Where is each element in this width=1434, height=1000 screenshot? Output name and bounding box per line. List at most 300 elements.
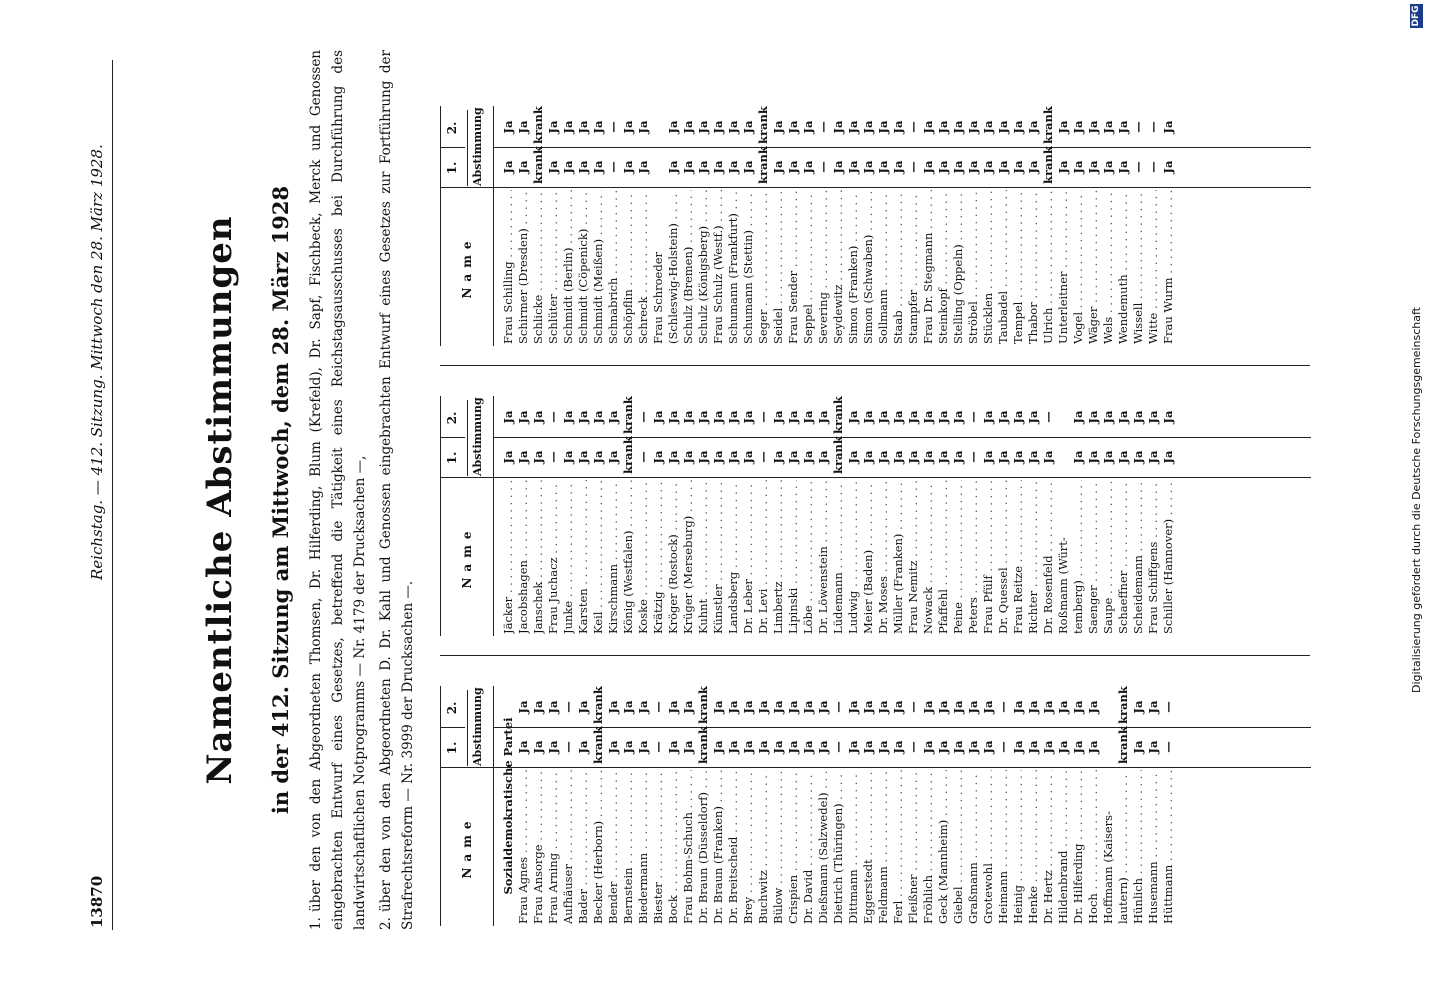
vote-2-value: Ja bbox=[1071, 120, 1085, 134]
member-name: Peine . . . bbox=[951, 480, 966, 634]
vote-2-value: Ja bbox=[1161, 120, 1175, 134]
header-name: Name bbox=[441, 767, 493, 926]
vote-1-value: Ja bbox=[801, 450, 815, 464]
vote-1-value: Ja bbox=[516, 450, 530, 464]
member-name: temberg) . . . bbox=[1071, 480, 1086, 634]
member-name: Jäcker . . . bbox=[501, 480, 516, 634]
table-row bbox=[636, 396, 651, 636]
vote-1-value: — bbox=[1146, 161, 1160, 173]
vote-2-value: Ja bbox=[711, 120, 725, 134]
member-name: Kirschmann . . . bbox=[606, 480, 621, 634]
vote-1-value: Ja bbox=[1101, 450, 1115, 464]
table-row bbox=[576, 396, 591, 636]
member-name: Frau Ansorge . . . bbox=[531, 770, 546, 924]
vote-1-value: Ja bbox=[981, 160, 995, 174]
member-name: Wäger . . . bbox=[1086, 190, 1101, 344]
member-name: Saupe . . . bbox=[1101, 480, 1116, 634]
table-row bbox=[651, 686, 666, 926]
vote-1-value: Ja bbox=[936, 160, 950, 174]
member-name: Hoffmann (Kaisers- bbox=[1101, 811, 1115, 924]
vote-2-value: — bbox=[996, 701, 1010, 713]
table-row bbox=[591, 396, 606, 636]
vote-1-value: Ja bbox=[666, 160, 680, 174]
vote-1-value: Ja bbox=[801, 740, 815, 754]
table-row bbox=[816, 686, 831, 926]
table-row bbox=[861, 106, 876, 346]
member-name: (Schleswig-Holstein) . . . bbox=[666, 190, 681, 344]
vote-2-value: Ja bbox=[531, 700, 545, 714]
vote-2-value: Ja bbox=[1101, 410, 1115, 424]
table-row bbox=[1056, 396, 1071, 636]
vote-1-value: Ja bbox=[861, 450, 875, 464]
table-row bbox=[966, 106, 981, 346]
vote-1-value: Ja bbox=[606, 450, 620, 464]
vote-2-value: Ja bbox=[591, 120, 605, 134]
vote-2-value: Ja bbox=[966, 700, 980, 714]
vote-1-value: — bbox=[606, 161, 620, 173]
vote-2-value: Ja bbox=[861, 700, 875, 714]
table-row bbox=[711, 686, 726, 926]
table-row bbox=[561, 396, 576, 636]
vote-1-value: krank bbox=[831, 436, 845, 474]
vote-1-value: — bbox=[906, 161, 920, 173]
vote-tables bbox=[440, 106, 1310, 926]
vote-1-value: krank bbox=[696, 726, 710, 764]
table-row bbox=[1101, 686, 1116, 926]
vote-1-value: Ja bbox=[711, 740, 725, 754]
member-name: Frau Arning . . . bbox=[546, 770, 561, 924]
header-divider bbox=[441, 727, 465, 728]
vote-1-value: Ja bbox=[546, 160, 560, 174]
vote-2-value: Ja bbox=[951, 700, 965, 714]
vote-1-value: Ja bbox=[546, 740, 560, 754]
table-row bbox=[726, 686, 741, 926]
table-row bbox=[1116, 396, 1131, 636]
vote-1-value: Ja bbox=[861, 160, 875, 174]
table-row bbox=[1086, 106, 1101, 346]
member-name: Schreck . . . bbox=[636, 190, 651, 344]
vote-1-value: Ja bbox=[591, 450, 605, 464]
member-name: Dr. Hertz . . . bbox=[1041, 770, 1056, 924]
vote-2-value: Ja bbox=[681, 120, 695, 134]
member-name: Meier (Baden) . . . bbox=[861, 480, 876, 634]
vote-2-value: — bbox=[651, 701, 665, 713]
table-row bbox=[546, 686, 561, 926]
vote-1-value: Ja bbox=[681, 450, 695, 464]
vote-2-value: Ja bbox=[951, 120, 965, 134]
vote-item-1 bbox=[305, 50, 371, 930]
vote-2-value: Ja bbox=[981, 120, 995, 134]
table-row bbox=[666, 686, 681, 926]
vote-1-value: Ja bbox=[1161, 450, 1175, 464]
member-name: Fröhlich . . . bbox=[921, 770, 936, 924]
vote-1-value: Ja bbox=[666, 450, 680, 464]
member-name: Dr. Leber . . . bbox=[741, 480, 756, 634]
member-name: Junke . . . bbox=[561, 480, 576, 634]
sub-title: in der 412. Sitzung am Mittwoch, dem 28. März 1928 bbox=[268, 185, 293, 815]
member-name: Keil . . . bbox=[591, 480, 606, 634]
vote-2-value: krank bbox=[621, 396, 635, 434]
table-row bbox=[1026, 396, 1041, 636]
table-row bbox=[696, 396, 711, 636]
table-row bbox=[726, 106, 741, 346]
table-row bbox=[1071, 686, 1086, 926]
vote-2-value: Ja bbox=[846, 700, 860, 714]
vote-1-value: Ja bbox=[876, 740, 890, 754]
member-name: Schmidt (Meißen) . . . bbox=[591, 190, 606, 344]
vote-2-value: Ja bbox=[891, 410, 905, 424]
header-vote-2: 2. bbox=[445, 121, 459, 135]
vote-2-value: Ja bbox=[1056, 120, 1070, 134]
member-name: Stelling (Oppeln) . . . bbox=[951, 190, 966, 344]
table-row bbox=[876, 106, 891, 346]
member-name: Biester . . . bbox=[651, 770, 666, 924]
vote-2-value: Ja bbox=[861, 120, 875, 134]
vote-2-value: Ja bbox=[576, 700, 590, 714]
vote-1-value: Ja bbox=[846, 160, 860, 174]
vote-1-value: Ja bbox=[1116, 160, 1130, 174]
member-name: Frau Reitze . . . bbox=[1011, 480, 1026, 634]
vote-2-value: Ja bbox=[1026, 410, 1040, 424]
header-name: Name bbox=[441, 187, 493, 346]
vote-2-value: Ja bbox=[921, 700, 935, 714]
vote-1-value: Ja bbox=[726, 450, 740, 464]
member-name: Stücklen . . . bbox=[981, 190, 996, 344]
item-number: 1. bbox=[308, 917, 324, 930]
vote-2-value: — bbox=[1131, 121, 1145, 133]
vote-1-value: Ja bbox=[681, 160, 695, 174]
member-name: Frau Agnes . . . bbox=[516, 770, 531, 924]
vote-1-value: Ja bbox=[936, 740, 950, 754]
member-name: Ferl . . . bbox=[891, 770, 906, 924]
header-abstimmung: Abstimmung bbox=[467, 400, 484, 476]
vote-2-value: Ja bbox=[1011, 120, 1025, 134]
vote-2-value: Ja bbox=[501, 410, 515, 424]
vote-2-value: Ja bbox=[726, 410, 740, 424]
vote-1-value: Ja bbox=[771, 160, 785, 174]
vote-1-value: Ja bbox=[711, 450, 725, 464]
table-row bbox=[921, 396, 936, 636]
member-name: Scheidemann . . . bbox=[1131, 480, 1146, 634]
table-row bbox=[801, 396, 816, 636]
table-rows bbox=[501, 396, 1176, 636]
table-row bbox=[1011, 106, 1026, 346]
vote-2-value: Ja bbox=[1026, 700, 1040, 714]
table-row bbox=[891, 686, 906, 926]
vote-1-value: Ja bbox=[786, 160, 800, 174]
member-name: Tempel . . . bbox=[1011, 190, 1026, 344]
vote-1-value: Ja bbox=[966, 160, 980, 174]
vote-1-value: Ja bbox=[726, 160, 740, 174]
vote-2-value: — bbox=[546, 411, 560, 423]
table-row bbox=[1101, 106, 1116, 346]
vote-2-value: Ja bbox=[621, 700, 635, 714]
vote-1-value: Ja bbox=[966, 740, 980, 754]
table-row bbox=[621, 686, 636, 926]
member-name: Frau Nemitz . . . bbox=[906, 480, 921, 634]
vote-1-value: krank bbox=[621, 436, 635, 474]
vote-1-value: Ja bbox=[501, 160, 515, 174]
vote-1-value: Ja bbox=[771, 450, 785, 464]
vote-2-value: — bbox=[1146, 121, 1160, 133]
vote-1-value: Ja bbox=[996, 160, 1010, 174]
table-row bbox=[1161, 396, 1176, 636]
table-row bbox=[1041, 106, 1056, 346]
member-name: Grotewohl . . . bbox=[981, 770, 996, 924]
member-name: Dr. Quessel . . . bbox=[996, 480, 1011, 634]
table-row bbox=[951, 396, 966, 636]
member-name: Heinig . . . bbox=[1011, 770, 1026, 924]
vote-1-value: krank bbox=[1116, 726, 1130, 764]
member-name: Frau Juchacz . . . bbox=[546, 480, 561, 634]
member-name: Frau Wurm . . . bbox=[1161, 190, 1176, 344]
vote-2-value: Ja bbox=[711, 410, 725, 424]
item-text: über den von den Abgeordneten D. Dr. Kahl und Genossen eingebrachten Entwurf eines Gesetzes zur Fortführung der Strafrechtsreform — Nr. 3999 der Drucksachen —. bbox=[378, 50, 416, 930]
table-row bbox=[1131, 686, 1146, 926]
table-row bbox=[531, 396, 546, 636]
header-abstimmung: Abstimmung bbox=[467, 690, 484, 766]
member-name: Frau Schiffgens . . . bbox=[1146, 480, 1161, 634]
member-name: Dr. Hilferding . . . bbox=[1071, 770, 1086, 924]
table-row bbox=[906, 396, 921, 636]
vote-2-value: Ja bbox=[681, 410, 695, 424]
vote-2-value: Ja bbox=[651, 410, 665, 424]
vote-1-value: — bbox=[831, 741, 845, 753]
vote-1-value: Ja bbox=[846, 740, 860, 754]
member-name: Dr. Braun (Franken) . . . bbox=[711, 770, 726, 924]
vote-2-value: Ja bbox=[1116, 120, 1130, 134]
vote-1-value: Ja bbox=[801, 160, 815, 174]
member-name: Unterleitner . . . bbox=[1056, 190, 1071, 344]
table-row bbox=[816, 396, 831, 636]
vote-1-value: Ja bbox=[1086, 160, 1100, 174]
vote-1-value: krank bbox=[1041, 146, 1055, 184]
table-row bbox=[966, 686, 981, 926]
member-name: Ströbel . . . bbox=[966, 190, 981, 344]
table-row bbox=[1161, 106, 1176, 346]
vote-1-value: Ja bbox=[576, 450, 590, 464]
header-vote-2: 2. bbox=[445, 411, 459, 425]
table-row bbox=[741, 106, 756, 346]
vote-1-value: — bbox=[1161, 741, 1175, 753]
vote-2-value: krank bbox=[831, 396, 845, 434]
member-name: Graßmann . . . bbox=[966, 770, 981, 924]
table-row bbox=[816, 106, 831, 346]
member-name: Dr. Löwenstein . . . bbox=[816, 480, 831, 634]
vote-2-value: Ja bbox=[786, 120, 800, 134]
vote-1-value: — bbox=[1131, 161, 1145, 173]
table-row bbox=[921, 106, 936, 346]
table-row bbox=[1086, 396, 1101, 636]
vote-1-value: — bbox=[561, 741, 575, 753]
table-row bbox=[666, 106, 681, 346]
vote-1-value: Ja bbox=[981, 740, 995, 754]
vote-table-column-3 bbox=[440, 106, 1311, 346]
member-name: Dittmann . . . bbox=[846, 770, 861, 924]
table-row bbox=[1026, 106, 1041, 346]
member-name: Müller (Franken) . . . bbox=[891, 480, 906, 634]
table-row bbox=[831, 686, 846, 926]
vote-2-value: Ja bbox=[981, 410, 995, 424]
vote-1-value: Ja bbox=[786, 450, 800, 464]
table-row bbox=[516, 686, 531, 926]
vote-1-value: Ja bbox=[1101, 160, 1115, 174]
table-row bbox=[951, 106, 966, 346]
table-row bbox=[1026, 686, 1041, 926]
table-row bbox=[576, 686, 591, 926]
vote-1-value: Ja bbox=[1041, 740, 1055, 754]
vote-2-value: Ja bbox=[801, 410, 815, 424]
member-name: Sozialdemokratische Partei bbox=[501, 717, 515, 895]
member-name: Schöpflin . . . bbox=[621, 190, 636, 344]
vote-1-value: Ja bbox=[726, 740, 740, 754]
vote-1-value: Ja bbox=[1146, 450, 1160, 464]
table-row bbox=[1146, 686, 1161, 926]
vote-1-value: Ja bbox=[861, 740, 875, 754]
vote-2-value: krank bbox=[696, 686, 710, 724]
member-name: Brey . . . bbox=[741, 770, 756, 924]
vote-1-value: Ja bbox=[711, 160, 725, 174]
member-name: Wissell . . . bbox=[1131, 190, 1146, 344]
vote-1-value: Ja bbox=[816, 740, 830, 754]
table-row bbox=[846, 686, 861, 926]
vote-1-value: Ja bbox=[1011, 450, 1025, 464]
member-name: Ludwig . . . bbox=[846, 480, 861, 634]
vote-1-value: Ja bbox=[696, 450, 710, 464]
vote-2-value: Ja bbox=[1146, 700, 1160, 714]
member-name: Wendemuth . . . bbox=[1116, 190, 1131, 344]
member-name: Simon (Schwaben) . . . bbox=[861, 190, 876, 344]
table-row bbox=[501, 106, 516, 346]
vote-2-value: Ja bbox=[576, 410, 590, 424]
member-name: Krätzig . . . bbox=[651, 480, 666, 634]
vote-1-value: Ja bbox=[981, 450, 995, 464]
table-row bbox=[696, 106, 711, 346]
table-row bbox=[771, 106, 786, 346]
vote-1-value: — bbox=[966, 451, 980, 463]
table-row bbox=[546, 396, 561, 636]
table-row bbox=[651, 106, 666, 346]
table-row bbox=[1071, 396, 1086, 636]
member-name: Aufhäuser . . . bbox=[561, 770, 576, 924]
table-row bbox=[786, 106, 801, 346]
vote-2-value: — bbox=[1161, 701, 1175, 713]
vote-2-value: Ja bbox=[876, 120, 890, 134]
member-name: Severing . . . bbox=[816, 190, 831, 344]
vote-2-value: Ja bbox=[1131, 700, 1145, 714]
vote-2-value: krank bbox=[756, 106, 770, 144]
vote-1-value: Ja bbox=[876, 160, 890, 174]
vote-2-value: Ja bbox=[1041, 700, 1055, 714]
main-title: Namentliche Abstimmungen bbox=[200, 215, 240, 785]
vote-2-value: Ja bbox=[771, 120, 785, 134]
table-row bbox=[681, 396, 696, 636]
table-rows bbox=[501, 686, 1176, 926]
vote-2-value: Ja bbox=[516, 120, 530, 134]
member-name: Bender . . . bbox=[606, 770, 621, 924]
table-row bbox=[801, 686, 816, 926]
header-rule bbox=[112, 60, 113, 930]
table-row bbox=[1146, 396, 1161, 636]
vote-2-value: Ja bbox=[546, 120, 560, 134]
vote-2-value: Ja bbox=[741, 120, 755, 134]
member-name: König (Westfalen) . . . bbox=[621, 480, 636, 634]
vote-1-value: Ja bbox=[741, 450, 755, 464]
header-abstimmung: Abstimmung bbox=[467, 110, 484, 186]
table-row bbox=[1161, 686, 1176, 926]
member-name: Bock . . . bbox=[666, 770, 681, 924]
vote-1-value: Ja bbox=[756, 740, 770, 754]
table-row bbox=[921, 686, 936, 926]
member-name: Pfaffehl . . . bbox=[936, 480, 951, 634]
table-header bbox=[441, 686, 494, 926]
vote-2-value: Ja bbox=[936, 120, 950, 134]
vote-1-value: — bbox=[651, 741, 665, 753]
vote-2-value: Ja bbox=[696, 410, 710, 424]
member-name: Frau Pfülf . . . bbox=[981, 480, 996, 634]
table-row bbox=[726, 396, 741, 636]
table-row bbox=[621, 106, 636, 346]
member-name: Feldmann . . . bbox=[876, 770, 891, 924]
vote-2-value: Ja bbox=[1071, 700, 1085, 714]
vote-2-value: — bbox=[561, 701, 575, 713]
member-name: Koske . . . bbox=[636, 480, 651, 634]
member-name: Krüger (Merseburg) . . . bbox=[681, 480, 696, 634]
vote-2-value: Ja bbox=[771, 700, 785, 714]
vote-2-value: Ja bbox=[741, 410, 755, 424]
vote-1-value: Ja bbox=[771, 740, 785, 754]
table-row bbox=[786, 686, 801, 926]
member-name: Schirmer (Dresden) . . . bbox=[516, 190, 531, 344]
vote-2-value: Ja bbox=[816, 410, 830, 424]
table-row bbox=[876, 686, 891, 926]
party-heading bbox=[501, 686, 516, 926]
vote-2-value: Ja bbox=[876, 410, 890, 424]
table-row bbox=[756, 686, 771, 926]
member-name: Schulz (Königsberg) . . . bbox=[696, 190, 711, 344]
vote-1-value: Ja bbox=[1086, 740, 1100, 754]
vote-1-value: Ja bbox=[741, 160, 755, 174]
vote-1-value: Ja bbox=[1131, 740, 1145, 754]
vote-1-value: Ja bbox=[786, 740, 800, 754]
vote-1-value: Ja bbox=[1071, 160, 1085, 174]
member-name: Dr. Breitscheid . . . bbox=[726, 770, 741, 924]
member-name: Lipinski . . . bbox=[786, 480, 801, 634]
member-name: Dießmann (Salzwedel) . . . bbox=[816, 770, 831, 924]
member-name: Frau Sender . . . bbox=[786, 190, 801, 344]
vote-1-value: Ja bbox=[1086, 450, 1100, 464]
member-name: Witte . . . bbox=[1146, 190, 1161, 344]
member-name: Husemann . . . bbox=[1146, 770, 1161, 924]
member-name: Schulz (Bremen) . . . bbox=[681, 190, 696, 344]
table-row bbox=[1101, 396, 1116, 636]
table-row bbox=[1086, 686, 1101, 926]
member-name: Heimann . . . bbox=[996, 770, 1011, 924]
table-row bbox=[666, 396, 681, 636]
table-row bbox=[786, 396, 801, 636]
member-name: Lüdemann . . . bbox=[831, 480, 846, 634]
vote-2-value: Ja bbox=[1071, 410, 1085, 424]
vote-2-value: krank bbox=[1116, 686, 1130, 724]
member-name: Saenger . . . bbox=[1086, 480, 1101, 634]
member-name: Schaeffner . . . bbox=[1116, 480, 1131, 634]
vote-1-value: Ja bbox=[921, 450, 935, 464]
table-row bbox=[951, 686, 966, 926]
header-name: Name bbox=[441, 477, 493, 636]
vote-1-value: Ja bbox=[636, 160, 650, 174]
table-row bbox=[621, 396, 636, 636]
table-row bbox=[1056, 106, 1071, 346]
